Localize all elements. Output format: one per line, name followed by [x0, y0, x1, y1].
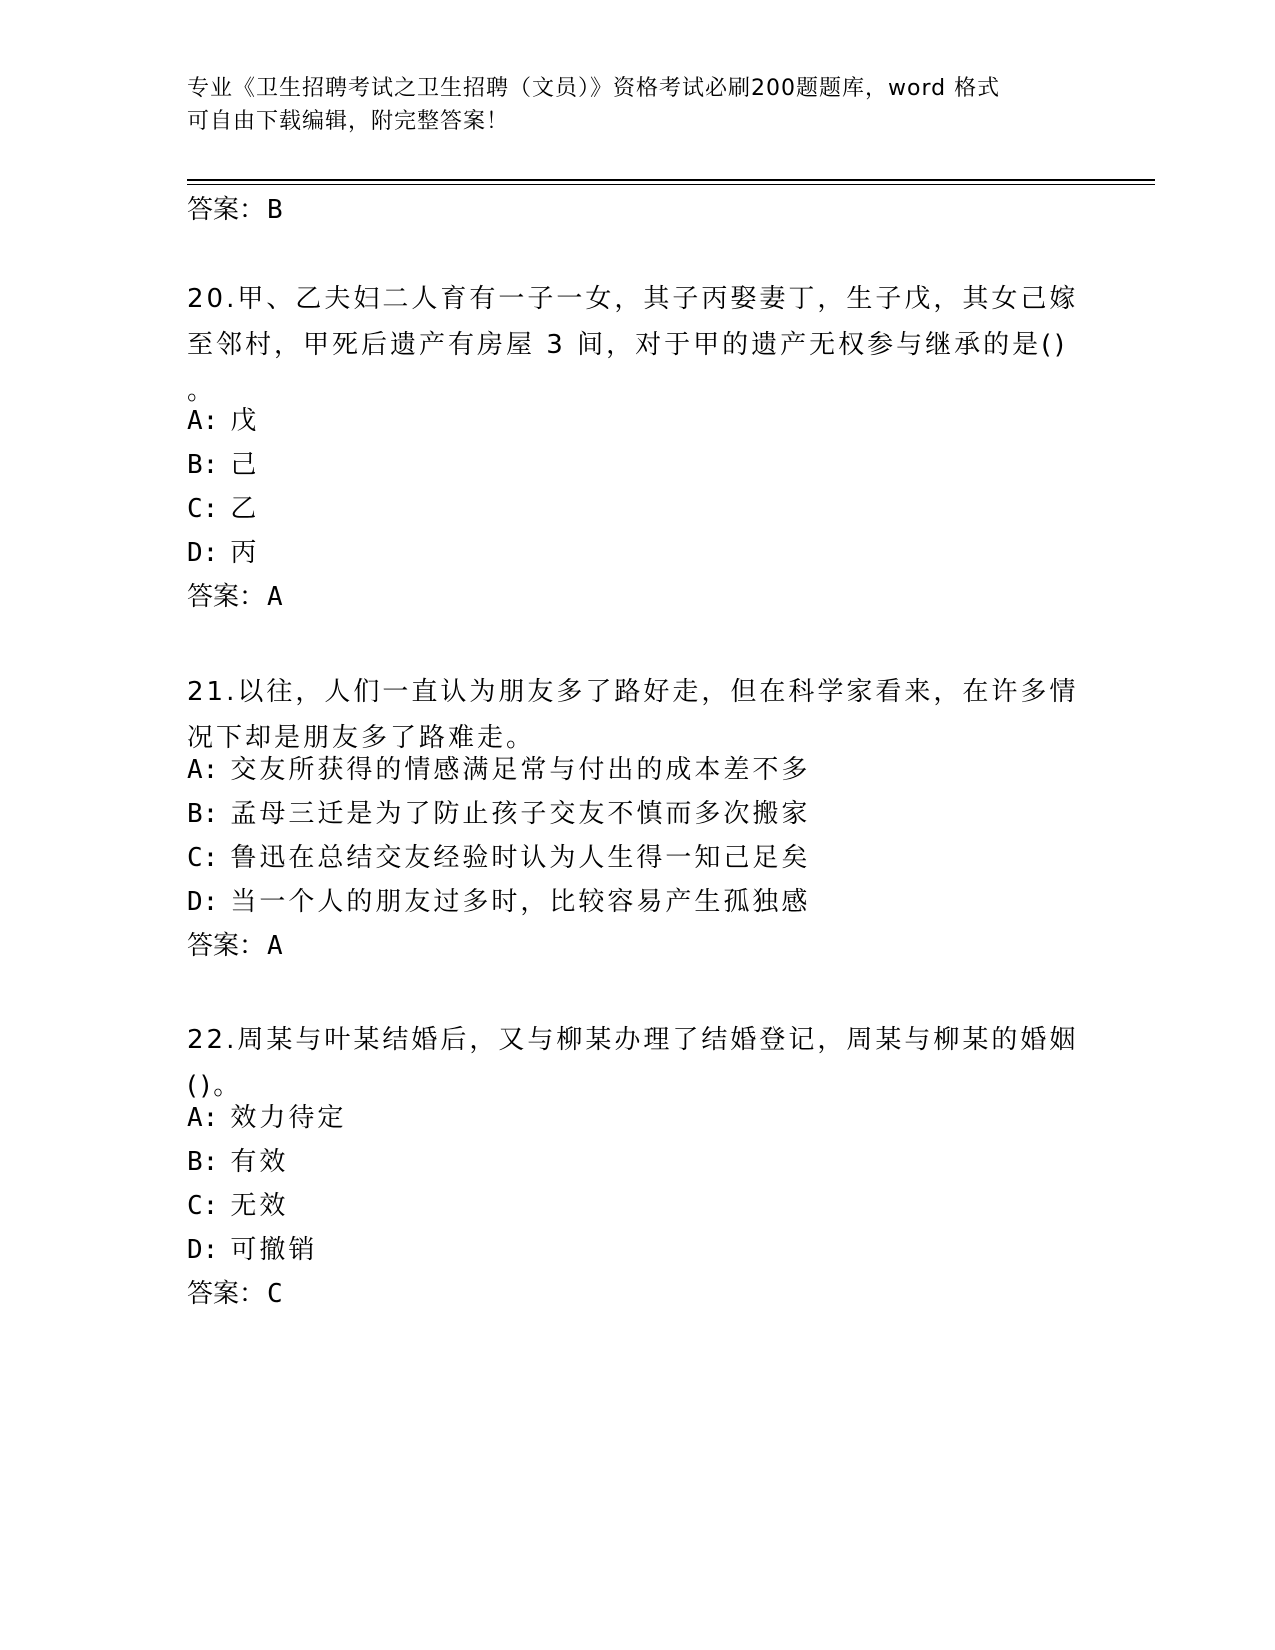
header-divider-thin: [187, 184, 1155, 185]
option-b: [187, 797, 810, 831]
option-key: B:: [187, 799, 219, 829]
document-header: [187, 72, 1087, 138]
option-text: 交友所获得的情感满足常与付出的成本差不多: [230, 755, 811, 785]
header-divider: [187, 179, 1155, 181]
option-text: 当一个人的朋友过多时，比较容易产生孤独感: [230, 887, 811, 917]
question-text-line: 。: [187, 376, 217, 406]
previous-answer: [187, 193, 283, 227]
answer-value: B: [267, 195, 283, 225]
option-key: C:: [187, 1191, 219, 1221]
option-text: 戊: [230, 406, 260, 436]
question-20-answer: [187, 580, 283, 614]
option-text: 鲁迅在总结交友经验时认为人生得一知己足矣: [230, 843, 811, 873]
option-b: [187, 448, 259, 482]
option-key: B:: [187, 1147, 219, 1177]
option-d: [187, 536, 259, 570]
option-a: [187, 753, 810, 787]
option-text: 无效: [230, 1191, 289, 1221]
answer-label: 答案：: [187, 1279, 266, 1309]
option-a: [187, 1101, 346, 1135]
option-c: [187, 1189, 288, 1223]
option-text: 己: [230, 450, 260, 480]
option-key: A:: [187, 1103, 219, 1133]
option-text: 孟母三迁是为了防止孩子交友不慎而多次搬家: [230, 799, 811, 829]
option-text: 可撤销: [230, 1235, 318, 1265]
question-22: [187, 1017, 1087, 1109]
header-line-2: 可自由下载编辑，附完整答案！: [187, 109, 510, 134]
option-c: [187, 492, 259, 526]
option-c: [187, 841, 810, 875]
header-line-1: 专业《卫生招聘考试之卫生招聘（文员）》资格考试必刷200题题库，word 格式: [187, 76, 1001, 101]
option-key: C:: [187, 494, 219, 524]
option-b: [187, 1145, 288, 1179]
option-text: 效力待定: [230, 1103, 347, 1133]
option-key: D:: [187, 538, 219, 568]
option-key: D:: [187, 1235, 219, 1265]
answer-label: 答案：: [187, 582, 266, 612]
option-text: 乙: [230, 494, 260, 524]
question-21-answer: [187, 929, 283, 963]
option-text: 丙: [230, 538, 260, 568]
question-text-line: 至邻村，甲死后遗产有房屋 3 间，对于甲的遗产无权参与继承的是(): [187, 330, 1068, 360]
question-20: [187, 276, 1087, 414]
option-key: A:: [187, 755, 219, 785]
question-text-line: 20.甲、乙夫妇二人育有一子一女，其子丙娶妻丁，生子戊，其女己嫁: [187, 284, 1079, 314]
option-d: [187, 885, 810, 919]
option-key: C:: [187, 843, 219, 873]
option-a: [187, 404, 259, 438]
question-text-line: ()。: [187, 1071, 243, 1101]
question-text-line: 21.以往，人们一直认为朋友多了路好走，但在科学家看来，在许多情: [187, 677, 1079, 707]
answer-value: C: [267, 1279, 283, 1309]
question-text-line: 况下却是朋友多了路难走。: [187, 723, 536, 753]
answer-value: A: [267, 582, 283, 612]
option-d: [187, 1233, 317, 1267]
answer-label: 答案：: [187, 931, 266, 961]
question-22-answer: [187, 1277, 283, 1311]
option-key: A:: [187, 406, 219, 436]
option-key: D:: [187, 887, 219, 917]
question-21: [187, 669, 1087, 761]
question-text-line: 22.周某与叶某结婚后，又与柳某办理了结婚登记，周某与柳某的婚姻: [187, 1025, 1079, 1055]
option-text: 有效: [230, 1147, 289, 1177]
answer-value: A: [267, 931, 283, 961]
answer-label: 答案：: [187, 195, 266, 225]
option-key: B:: [187, 450, 219, 480]
